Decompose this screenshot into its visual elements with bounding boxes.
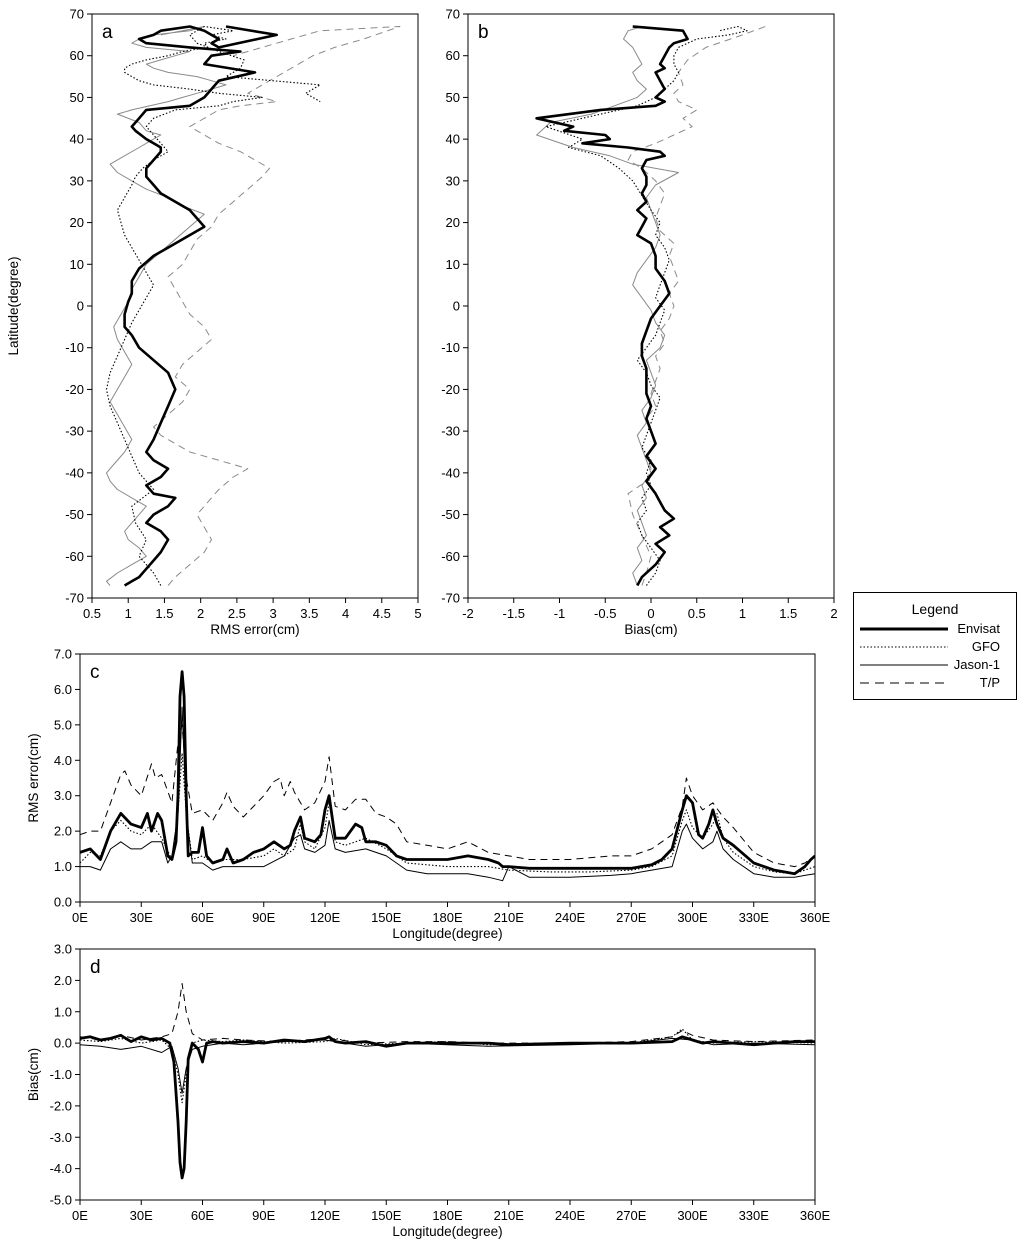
y-tick-label: -60 [65,548,84,564]
x-tick-label: 300E [677,910,708,925]
x-tick-label: 150E [371,1208,402,1223]
series-line-t-p [628,27,765,586]
x-tick-label: 2.5 [227,606,246,621]
x-tick-label: 360E [799,910,831,925]
plot-frame [80,949,815,1200]
x-tick-label: 90E [252,910,276,925]
legend-swatch-jason-1 [860,659,950,671]
panel-letter: d [90,957,101,978]
x-tick-label: 180E [432,910,463,925]
x-axis-label: Bias(cm) [624,622,678,637]
x-tick-label: 0E [72,910,88,925]
y-tick-label: 70 [445,6,460,22]
y-tick-label: 0 [76,298,84,314]
x-tick-label: 5 [414,606,422,621]
x-tick-label: 3.5 [300,606,319,621]
legend-label: Jason-1 [953,657,1000,672]
chart-panel-b [441,7,837,638]
plot-frame [80,654,815,902]
x-tick-label: 1 [738,606,747,621]
x-tick-label: 2 [830,606,838,621]
y-tick-label: -20 [441,381,460,397]
y-tick-label: 40 [69,131,84,147]
x-tick-label: 3 [269,606,277,621]
y-tick-label: -60 [441,548,460,564]
y-tick-label: 60 [445,48,460,64]
y-axis-label: Latitude(degree) [6,256,21,356]
x-tick-label: 60E [190,910,215,925]
x-tick-label: 30E [129,910,153,925]
x-tick-label: 30E [129,1208,153,1223]
y-tick-label: 20 [69,215,84,231]
x-tick-label: 330E [738,1208,769,1223]
y-tick-label: -4.0 [49,1161,72,1177]
y-tick-label: 70 [69,6,84,22]
legend-item-gfo [860,639,1012,657]
y-tick-label: -70 [441,590,460,606]
y-tick-label: 3.0 [53,788,72,804]
y-tick-label: 10 [445,256,460,272]
x-axis-label: RMS error(cm) [210,622,300,637]
y-tick-label: -20 [65,381,84,397]
x-tick-label: 60E [190,1208,215,1223]
legend-item-tp [860,675,1012,693]
x-tick-label: 0.5 [82,606,102,621]
legend-swatch-gfo [860,641,950,653]
x-tick-label: 4 [341,606,350,621]
legend-swatch-envisat [860,623,950,635]
y-axis-label: Bias(cm) [26,1047,41,1102]
y-tick-label: -3.0 [49,1129,72,1145]
y-tick-label: 2.0 [53,972,72,988]
y-tick-label: 0 [452,298,460,314]
x-tick-label: 330E [738,910,769,925]
x-tick-label: 210E [493,910,524,925]
y-tick-label: 0.0 [53,1035,72,1051]
x-tick-label: 120E [309,910,341,925]
x-tick-label: 180E [432,1208,463,1223]
legend-label: Envisat [957,621,1000,636]
panel-letter: b [478,22,489,43]
x-tick-label: 270E [616,1208,647,1223]
legend-item-envisat [860,621,1012,639]
x-axis-label: Longitude(degree) [392,1224,503,1239]
y-tick-label: -30 [441,423,460,439]
legend-label: T/P [979,675,1000,690]
chart-panel-c [26,647,831,942]
y-tick-label: -10 [65,340,84,356]
y-tick-label: 4.0 [53,752,72,768]
chart-panel-a [6,7,422,638]
y-tick-label: 2.0 [53,823,72,839]
series-line-envisat [125,27,277,586]
y-tick-label: 50 [445,89,460,105]
y-tick-label: 20 [445,215,460,231]
y-tick-label: 5.0 [53,717,72,733]
plot-frame [468,14,834,598]
x-tick-label: 240E [554,1208,586,1223]
y-tick-label: -2.0 [49,1098,72,1114]
y-tick-label: 0.0 [53,894,72,910]
x-tick-label: 2 [197,606,205,621]
y-tick-label: -10 [441,340,460,356]
series-line-gfo [546,27,747,586]
y-tick-label: -5.0 [49,1192,72,1208]
x-tick-label: 240E [554,910,586,925]
y-tick-label: 10 [69,256,84,272]
x-tick-label: 0 [647,606,655,621]
x-tick-label: -1.5 [502,606,525,621]
plot-frame [92,14,418,598]
x-tick-label: 0E [72,1208,88,1223]
legend-label: GFO [971,639,1000,654]
legend-swatch-tp [860,677,950,689]
x-tick-label: 4.5 [372,606,391,621]
x-axis-label: Longitude(degree) [392,926,503,941]
x-tick-label: 300E [677,1208,708,1223]
y-tick-label: 30 [445,173,460,189]
y-tick-label: 3.0 [53,941,72,957]
y-tick-label: 1.0 [53,859,72,875]
x-tick-label: -2 [462,606,474,621]
panel-letter: c [90,662,100,683]
y-tick-label: 6.0 [53,681,72,697]
legend-title: Legend [911,601,959,617]
y-tick-label: 40 [445,131,460,147]
y-tick-label: -70 [65,590,84,606]
y-tick-label: 7.0 [53,646,72,662]
x-tick-label: 1 [124,606,132,621]
y-tick-label: 60 [69,48,84,64]
x-tick-label: 90E [252,1208,276,1223]
x-tick-label: -0.5 [594,606,617,621]
y-tick-label: -1.0 [49,1067,72,1082]
x-tick-label: 210E [493,1208,524,1223]
x-tick-label: 270E [616,910,647,925]
y-tick-label: -30 [65,423,84,439]
series-line-t-p [80,984,815,1044]
y-tick-label: -50 [65,507,84,523]
y-tick-label: 1.0 [53,1004,72,1020]
x-tick-label: 150E [371,910,402,925]
panel-letter: a [102,22,113,43]
x-tick-label: 120E [309,1208,341,1223]
x-tick-label: 0.5 [687,606,706,621]
y-tick-label: -40 [441,465,460,481]
y-tick-label: -50 [441,507,460,523]
x-tick-label: 1.5 [779,606,798,621]
y-tick-label: 50 [69,89,84,105]
y-tick-label: -40 [65,465,84,481]
legend-item-jason-1 [860,657,1012,675]
series-line-envisat [537,27,688,586]
x-tick-label: -1 [553,606,566,621]
y-axis-label: RMS error(cm) [26,733,41,823]
y-tick-label: 30 [69,173,84,189]
legend [853,592,1017,700]
series-line-gfo [80,1029,815,1103]
series-line-t-p [154,27,400,586]
x-tick-label: 1.5 [155,606,174,621]
chart-panel-d [26,942,831,1240]
x-tick-label: 360E [799,1208,831,1223]
